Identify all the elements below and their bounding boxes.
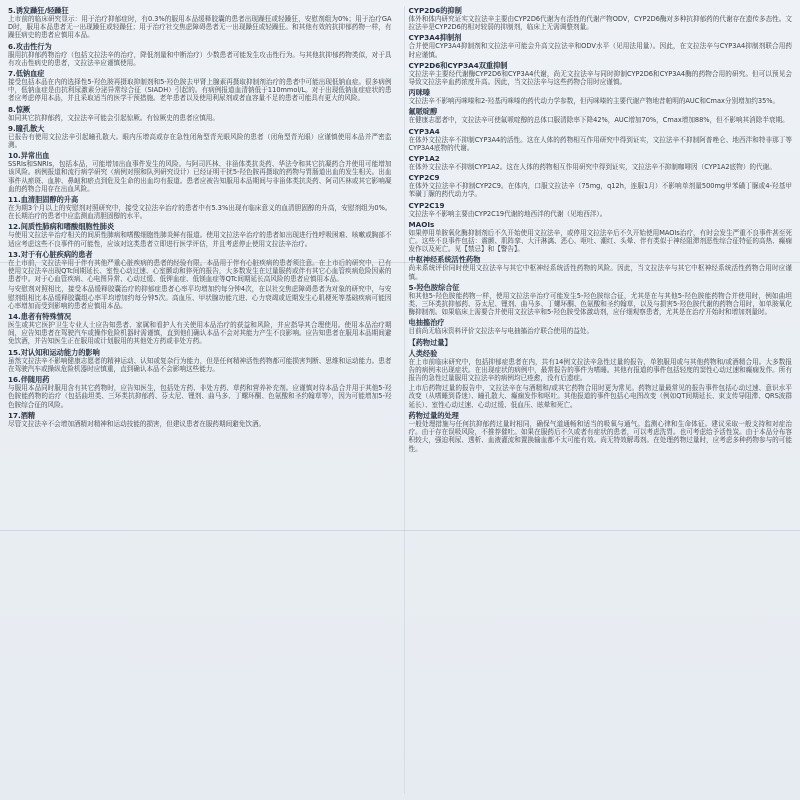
section-heading: 人类经验 bbox=[408, 348, 438, 358]
section-text: 文拉法辛主要经代谢酶CYP2D6和CYP3A4代谢，尚无文拉法辛与同时抑制CYP2D6和CYP3A4酶的药物合用的研究。但可以预见会导致文拉法辛血药浓度升高。因此，当文拉法辛与这些药物合用时应谨慎。 bbox=[408, 69, 792, 87]
document-section bbox=[8, 195, 392, 220]
section-text: 与安慰剂对照相比，接受本品缓释胶囊治疗的抑郁症患者心率平均增加约每分钟4次，在以社交焦虑障碍患者为对象的研究中，与安慰剂组相比本品缓释胶囊组心率平均增加约每分钟5次。高血压、甲状腺功能亢进、心力衰竭或近期发生心肌梗死等基础疾病可能因心率增加而受到影响的患者应慎用本品。 bbox=[8, 285, 392, 310]
document-section bbox=[409, 384, 793, 409]
document-section bbox=[8, 312, 392, 346]
section-text: 与服用本品同时服用含有其它药物时，应告知医生，包括处方药、非处方药、草药和营养补充剂。应谨慎对待本品合并用于其他5-羟色胺能药物的治疗（包括曲坦类、三环类抗抑郁药、芬太尼、锂剂、曲马多、丁螺环酮、色氨酸和圣约翰草等），因为可能增加5-羟色胺综合征的风险。 bbox=[8, 384, 392, 409]
document-section bbox=[409, 33, 793, 58]
section-heading: 17.酒精 bbox=[8, 410, 36, 420]
section-text: 接受包括本品在内的选择性5-羟色胺再摄取抑制剂和5-羟色胺去甲肾上腺素再摄取抑制剂治疗的患者中可能出现低钠血症。很多病例中，低钠血症是由抗利尿激素分泌异常综合征（SIADH）引起的。有病例报道血清钠低于110mmol/L。对于出现低钠血症症状的患者应考虑停用本品，并且采取适当的医学干预措施。老年患者以及使用利尿剂或者血容量不足的患者可能具有更大的风险。 bbox=[8, 78, 392, 103]
section-heading: CYP2D6和CYP3A4双重抑制 bbox=[408, 60, 508, 70]
section-heading: 13.对于有心脏疾病的患者 bbox=[8, 249, 93, 259]
document-section bbox=[8, 6, 392, 40]
section-text: 文拉法辛不影响丙咪嗪和2-羟基丙咪嗪的药代动力学参数，但丙咪嗪的主要代谢产物地昔帕明的AUC和Cmax分别增加约35%。 bbox=[408, 97, 780, 106]
section-heading: 丙咪嗪 bbox=[408, 88, 431, 98]
document-section bbox=[8, 250, 392, 284]
section-heading: CYP2C9 bbox=[408, 173, 440, 183]
section-text: 尽管文拉法辛不会增加酒精对精神和运动技能的损害，但建议患者在服药期间避免饮酒。 bbox=[8, 419, 266, 428]
document-section bbox=[8, 411, 392, 428]
section-heading: 电抽搐治疗 bbox=[408, 318, 445, 328]
section-heading: 15.对认知和运动能力的影响 bbox=[8, 347, 100, 357]
section-heading: CYP1A2 bbox=[408, 154, 440, 164]
section-heading: 氟哌啶醇 bbox=[408, 107, 438, 117]
document-section bbox=[409, 61, 793, 86]
document-section bbox=[409, 318, 793, 335]
section-heading: CYP2D6的抑制 bbox=[408, 6, 462, 15]
section-heading: 5.诱发躁狂/轻躁狂 bbox=[8, 6, 69, 15]
section-text: 在为期3个月以上的安慰剂对照研究中，接受文拉法辛治疗的患者中有5.3%出现有临床意义的血清胆固醇的升高，安慰剂组为0%。在长期治疗的患者中应监测血清胆固醇的水平。 bbox=[8, 204, 392, 221]
section-heading: 16.伴随用药 bbox=[8, 375, 50, 385]
section-heading: MAOIs bbox=[408, 219, 435, 229]
document-section bbox=[409, 220, 793, 254]
section-text: 文拉法辛不影响主要由CYP2C19代谢的地西泮的代谢（见地西泮）。 bbox=[408, 209, 607, 218]
section-heading: CYP2C19 bbox=[408, 200, 445, 210]
section-text: 虽然文拉法辛不影响健康志愿者的精神运动、认知或复杂行为能力，但是任何精神活性药物都可能损害判断、思维和运动能力。患者在驾驶汽车或操纵危险机器时应慎重，直到确认本品不会影响这些能力。 bbox=[8, 356, 392, 373]
section-text: 在体外文拉法辛不抑制CYP2C9。在体内，口服文拉法辛（75mg，q12h，连服1月）不影响单剂量500mg甲苯磺丁脲或4-羟基甲苯磺丁脲的药代动力学。 bbox=[408, 182, 792, 199]
section-heading: CYP3A4抑制剂 bbox=[408, 33, 462, 43]
section-heading: 7.低钠血症 bbox=[8, 69, 45, 79]
section-text: 医生或其它医护卫生专业人士应告知患者、家属和看护人有关使用本品治疗的获益和风险，并应指导其合理使用。使用本品治疗期间，应告知患者在驾驶汽车或操作危险机器时需谨慎，直到他们确认本品不会对其能力产生不良影响。应告知患者在服用本品期间避免饮酒，并告知医生正在服用或计划服用的其他处方药或非处方药。 bbox=[8, 321, 392, 346]
section-text: 体外和体内研究证实文拉法辛主要由CYP2D6代谢为有活性的代谢产物ODV，CYP2D6酶对多种抗抑郁药的代谢存在遗传多态性。文拉法辛是CYP2D6的相对较弱的抑制剂，临床上无需调整剂量。 bbox=[408, 15, 792, 32]
document-section bbox=[8, 348, 392, 373]
section-heading: 5-羟色胺综合征 bbox=[408, 282, 460, 292]
section-heading: 12.间质性肺病和嗜酸细胞性肺炎 bbox=[8, 222, 115, 232]
section-heading: 药物过量的处理 bbox=[408, 410, 459, 420]
fold-line bbox=[0, 262, 800, 263]
document-section bbox=[409, 255, 793, 280]
document-section bbox=[8, 124, 392, 149]
right-column bbox=[404, 6, 793, 794]
document-section bbox=[409, 411, 793, 453]
section-heading: CYP3A4 bbox=[408, 126, 440, 136]
section-text: 在上市前，文拉法辛用于伴有其他严重心脏疾病的患者的经验有限。本品用于伴有心脏疾病的患者须注意。在上市后的研究中，已有使用文拉法辛出现QTc间期延长、室性心动过速、心室颤动和猝死的报告，大多数发生在过量服药或伴有其它心血管疾病危险因素的患者中。对于心血管疾病、心电图异常、心动过缓、低钾血症、低镁血症等QTc间期延长高风险的患者应慎用本品。 bbox=[8, 258, 392, 284]
section-heading: 10.异常出血 bbox=[8, 151, 50, 161]
section-heading: 9.瞳孔散大 bbox=[8, 123, 45, 133]
section-heading: 6.攻击性行为 bbox=[8, 41, 52, 51]
section-text: 在健康志愿者中，文拉法辛可使氟哌啶醇的总体口服清除率下降42%，AUC增加70%，Cmax增加88%，但不影响其消除半衰期。 bbox=[408, 116, 789, 125]
document-section bbox=[409, 88, 793, 105]
document-section bbox=[409, 173, 793, 198]
section-text: 一般处理措施与任何抗抑郁药过量时相同，确保气道通畅和适当的吸氧与通气。监测心律和生命体征。建议采取一般支持和对症治疗。由于存在误吸风险，不推荐催吐。如果在服药后不久或者有症状的患者，可以考虑洗胃。也可考虑给予活性炭。由于本品分布容积较大，强迫利尿、透析、血液灌流和置换输血都不太可能有效。尚无特效解毒剂。在处理药物过量时，应考虑多种药物参与的可能性。 bbox=[408, 419, 792, 453]
document-section bbox=[8, 42, 392, 67]
document-section bbox=[8, 69, 392, 103]
section-heading: 中枢神经系统活性药物 bbox=[408, 255, 481, 265]
section-text: 服用抗抑郁药物治疗（包括文拉法辛的治疗，降低剂量和中断治疗）少数患者可能发生攻击性行为。与其他抗抑郁药物类似，对于具有攻击性病史的患者，文拉法辛应谨慎使用。 bbox=[8, 50, 392, 67]
document-section bbox=[409, 283, 793, 317]
section-text: 如果停用单胺氧化酶抑制剂后不久开始使用文拉法辛，或停用文拉法辛后不久开始使用MAOIs治疗，有时会发生严重不良事件甚至死亡。这些不良事件包括：震颤、肌阵挛、大汗淋漓、恶心、呕吐、潮红、头晕、伴有类似于神经阻滞剂恶性综合征特征的高热、癫痫发作以及死亡。见【禁忌】和【警告】。 bbox=[408, 228, 792, 254]
fold-line bbox=[0, 530, 800, 531]
section-text: 目前尚无临床资料评价文拉法辛与电抽搐治疗联合使用的益处。 bbox=[408, 327, 594, 336]
section-text: 上市前的临床研究显示：用于治疗抑郁症时，有0.3%的服用本品缓释胶囊的患者出现躁狂或轻躁狂，安慰剂组为0%；用于治疗GAD时，服用本品患者无一出现躁狂或轻躁狂；用于治疗社交焦虑障碍患者无一出现躁狂或轻躁狂。和其他有效的抗抑郁药物一样，有躁狂病史的患者应慎用本品。 bbox=[8, 15, 392, 40]
section-text: 与使用文拉法辛治疗相关的间质性肺病和嗜酸细胞性肺炎鲜有报道。使用文拉法辛治疗的患者如出现进行性呼吸困难、咳嗽或胸部不适应考虑这些不良事件的可能性，应该对这类患者立即进行医学评估，并且考虑停止使用文拉法辛治疗。 bbox=[8, 231, 392, 248]
section-heading: 【药物过量】 bbox=[408, 337, 452, 347]
document-section bbox=[409, 349, 793, 383]
left-column bbox=[8, 6, 394, 794]
section-heading: 8.惊厥 bbox=[8, 104, 31, 114]
document-section bbox=[409, 154, 793, 171]
section-text: 已报告有使用文拉法辛引起瞳孔散大。眼内压增高或存在急性闭角型青光眼风险的患者（闭角型青光眼）应谨慎使用本品并严密监测。 bbox=[8, 132, 392, 150]
document-section bbox=[8, 285, 392, 310]
section-heading: 14.患者有特殊情况 bbox=[8, 312, 72, 322]
section-text: 在上市前临床研究中，包括抑郁症患者在内，共有14例文拉法辛急性过量的报告，单独服用或与其他药物和/或酒精合用。大多数报告的病例未出现症状。在出现症状的病例中，最常报告的事件为嗜睡。其他有报道的事件包括轻度的窦性心动过速和癫痫发作。所有报告的急性过量服用文拉法辛的病例均已痊愈，没有后遗症。 bbox=[408, 357, 792, 383]
document-section bbox=[409, 107, 793, 124]
document-section bbox=[409, 201, 793, 218]
section-text: 如同其它抗抑郁药，文拉法辛可能会引起惊厥。有惊厥史的患者应慎用。 bbox=[8, 113, 219, 122]
section-text: 在体外文拉法辛不抑制CYP3A4的活性。这在人体的药物相互作用研究中得到证实，文拉法辛不抑制阿普唑仑、地西泮和特非那丁等CYP3A4底物的代谢。 bbox=[408, 135, 792, 152]
section-text: 上市后药物过量的报告中，文拉法辛在与酒精和/或其它药物合用时更为常见。药物过量最常见的报告事件包括心动过速、意识水平改变（从嗜睡到昏迷）、瞳孔散大、癫痫发作和呕吐。其他报道的事件包括心电图改变（例如QT间期延长、束支传导阻滞、QRS波群延长）、室性心动过速、心动过缓、低血压、眩晕和死亡。 bbox=[408, 384, 792, 409]
section-heading: 11.血清胆固醇的升高 bbox=[8, 195, 79, 205]
document-section bbox=[409, 6, 793, 31]
section-text: 和其他5-羟色胺能药物一样，使用文拉法辛治疗可能发生5-羟色胺综合征，尤其是在与其他5-羟色胺能药物合并使用时，例如曲坦类、三环类抗抑郁药、芬太尼、锂剂、曲马多、丁螺环酮、色氨酸和圣约翰草，以及与损害5-羟色胺代谢的药物合用时，如单胺氧化酶抑制剂。如果临床上需要合并使用文拉法辛和5-羟色胺受体激动剂，应仔细观察患者，尤其是在治疗开始时和增加剂量时。 bbox=[408, 291, 792, 317]
section-text: 合并使用CYP3A4抑制剂和文拉法辛可能会升高文拉法辛和ODV水平（见用法用量）。因此，在文拉法辛与CYP3A4抑制剂联合用药时应谨慎。 bbox=[408, 42, 792, 59]
section-text: 尚未系统评价同时使用文拉法辛与其它中枢神经系统活性药物的风险。因此，当文拉法辛与其它中枢神经系统活性药物合用时应谨慎。 bbox=[408, 264, 792, 281]
document-section bbox=[8, 375, 392, 409]
section-text: 在体外文拉法辛不抑制CYP1A2。这在人体的药物相互作用研究中得到证实，文拉法辛不抑制咖啡因（CYP1A2底物）的代谢。 bbox=[408, 163, 776, 172]
document-section bbox=[8, 105, 392, 122]
section-text: SSRIs和SNRIs，包括本品，可能增加出血事件发生的风险。与阿司匹林、非甾体类抗炎药、华法令和其它抗凝药合并使用可能增加该风险。病例报道和流行病学研究（病例对照和队列研究设计）已经证明干扰5-羟色胺再摄取的药物与胃肠道出血的发生相关。出血事件从瘀斑、血肿、鼻衄和瘀点到危及生命的出血均有报道。患者应被告知服用本品期间与非甾体类抗炎药、阿司匹林或其它影响凝血的药物合用存在出血风险。 bbox=[8, 160, 392, 193]
document-section bbox=[8, 151, 392, 193]
document-section bbox=[8, 222, 392, 247]
document-section bbox=[409, 127, 793, 152]
document-section bbox=[409, 338, 793, 347]
